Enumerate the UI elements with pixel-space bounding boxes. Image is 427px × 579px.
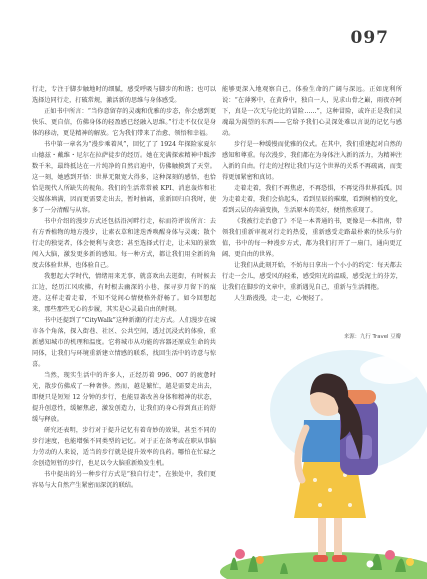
right-column-paragraph: 《我被行走治愈了》不是一本普通的书，更像是一本指南，带领我们重新审视对行走的热爱，重新感受走路最朴素的快乐与价值，书中的每一种漫步方式，都为我们打开了一扇门，通向更辽阔、更自由的世界。: [222, 218, 402, 258]
flower: [256, 556, 264, 564]
right-column-paragraph: 步行是一种缓慢而优雅的仪式。在其中，我们重建起对自然的感知和尊重。每次漫步，我们都在为身体注入新的活力，为精神注入新的自由。行走的过程让我们与这个世界的关系不再疏离，而变得更加紧密和真切。: [222, 141, 402, 181]
left-column-paragraph: 书中第一章名为“漫步乘着风”，回忆了了 1924 年探险家夏尔山德兹・戴维・尼尔在拉萨徒步的经历。她在充满探索精神中跋涉数千米，最终抵达在一片纯净的自然启迪中，仿佛触摸到了天堂。这一刻，她感到开悟：世界无限宽大得多，这种深刻的感悟，也恰恰是现代人所缺失的视角。我们的生活常常被 KPI、消息轰炸和社交媒体填满，因而更需要走出去，暂时抽离，重新回归自我时，使多了一分清醒与从容。: [32, 141, 216, 214]
shoe: [313, 555, 328, 562]
article-column-right: [222, 84, 402, 304]
flower: [406, 558, 414, 566]
left-column-paragraph: 研究还表明，步行对于提升记忆有着奇妙的效果，甚至不同的步行速度，也能增强不同类型的记忆。对于正在备考或在职从事脑力劳动的人来说，适当的步行就是提升效率的良药。哪怕在忙碌之余创造短暂的步行，也足以令大脑重新焕发生机。: [32, 427, 216, 467]
flower: [367, 561, 374, 568]
source-credit: 来源：九行 Travel 豆瓣: [343, 334, 401, 340]
right-column-paragraph: 人生路漫漫，走一走，心便轻了。: [234, 295, 327, 302]
shoe: [332, 555, 347, 562]
left-column-paragraph: 我想起大学时代，情绪用来无事，就喜欢出去逛街，有时候去江边，经历江风吹拂，有时根去幽深的小巷，探寻岁月留下的痕迹。这样走着走着，不知不觉间心情便格外舒畅了。如今回想起来，那些那些无心的步履，其实是心灵最自由的时刻。: [32, 273, 216, 313]
left-column-paragraph: 行走，专注于脚步触地时的细腻，感受呼吸与脚步的和谐；也可以选择边同行走，打破常规，激活新的思维与身体感受。: [32, 86, 216, 104]
left-column-paragraph: 书中提出的另一种步行方式是“独自行走”，在独处中，我们更容易与大自然产生紧密而深沉的联结。: [32, 471, 216, 489]
right-column-paragraph: 走着走着，我们不再焦虑，不再恐惧，不再觉得世界孤孤。因为走着走着，我们会拾起头，看到星辰的璀璨，看到树梢的变化，看到云层的奔涌变换，生活原本的美好，便悄然重现了。: [222, 185, 402, 214]
right-column-paragraph: 让我们从此刻开始，不妨每日拿出一个小小的约定：每天都去行走一会儿，感受风的轻柔，感受阳光的温暖，感受泥土的芬芳，让我们在脚步的文章中，重新遇见自己，重新与生活拥抱。: [222, 262, 402, 291]
flower: [385, 550, 395, 560]
left-column-paragraph: 当然，现实生活中的许多人，正经历着 996、007 的疲惫时光，散步仿佛成了一种奢侈。然而，越是繁忙，越是需要走出去，即便只是短短 12 分钟的步行，也能显著改善身体和精神的状态，提升创意性，缓解焦虑，激发创造力，让我们的身心得到真正的舒缓与释放。: [32, 372, 216, 423]
cloud: [360, 356, 420, 384]
right-column-paragraph: 能够更深入地观察自己，体验生命的广阔与深远。正如庞利所说：“在薄雾中，在黄昏中，独自一人，见求山骨之巅，雨夜亦阿下，真是一次无与伦比的冒险……”，这种冒险，或许正是我们灵魂最为渴望的东西——它给予我们心灵深处难以言说的记忆与感动。: [222, 86, 402, 137]
page-number: 097: [350, 28, 389, 48]
left-column-paragraph: 书中还提到了“CityWalk”这种新潮的行走方式。人们漫步在城市各个角落，探入街巷、社区、公共空间，透过沉浸式的体验，重新感知城市的机理和温度。它将城市从功能的容器还原成生命的共同体，让我们与环境重新建立情感的联系，找回生活中的诗意与惊喜。: [32, 317, 216, 368]
article-column-left: [32, 84, 216, 491]
left-column-paragraph: 书中介绍的漫步方式还包括沿河畔行走，标而符评诶所言：去有方香植物的地方漫步，让素衣草和迷迭香唤醒身体与灵魂；散个行走的独觉者，体会便利与贪恋；甚至选择式行走，让未知的景致闯入大脑，激发更多新的感知。每一种方式，都让我们用全新的角度去体验世界，也体验自己。: [32, 218, 216, 269]
left-column-paragraph: 正如书中所言：“当你意留存的灵魂和优雅的步态，你会感到更快乐、更自信，仿佛身体的轻盈感已经融入思维。”行走不仅仅是身体的移动，更是精神的解放。它为我们带来了治愈、领悟和幸福。: [32, 108, 216, 137]
flower: [235, 549, 245, 559]
hiker-girl-illustration: [220, 340, 427, 579]
